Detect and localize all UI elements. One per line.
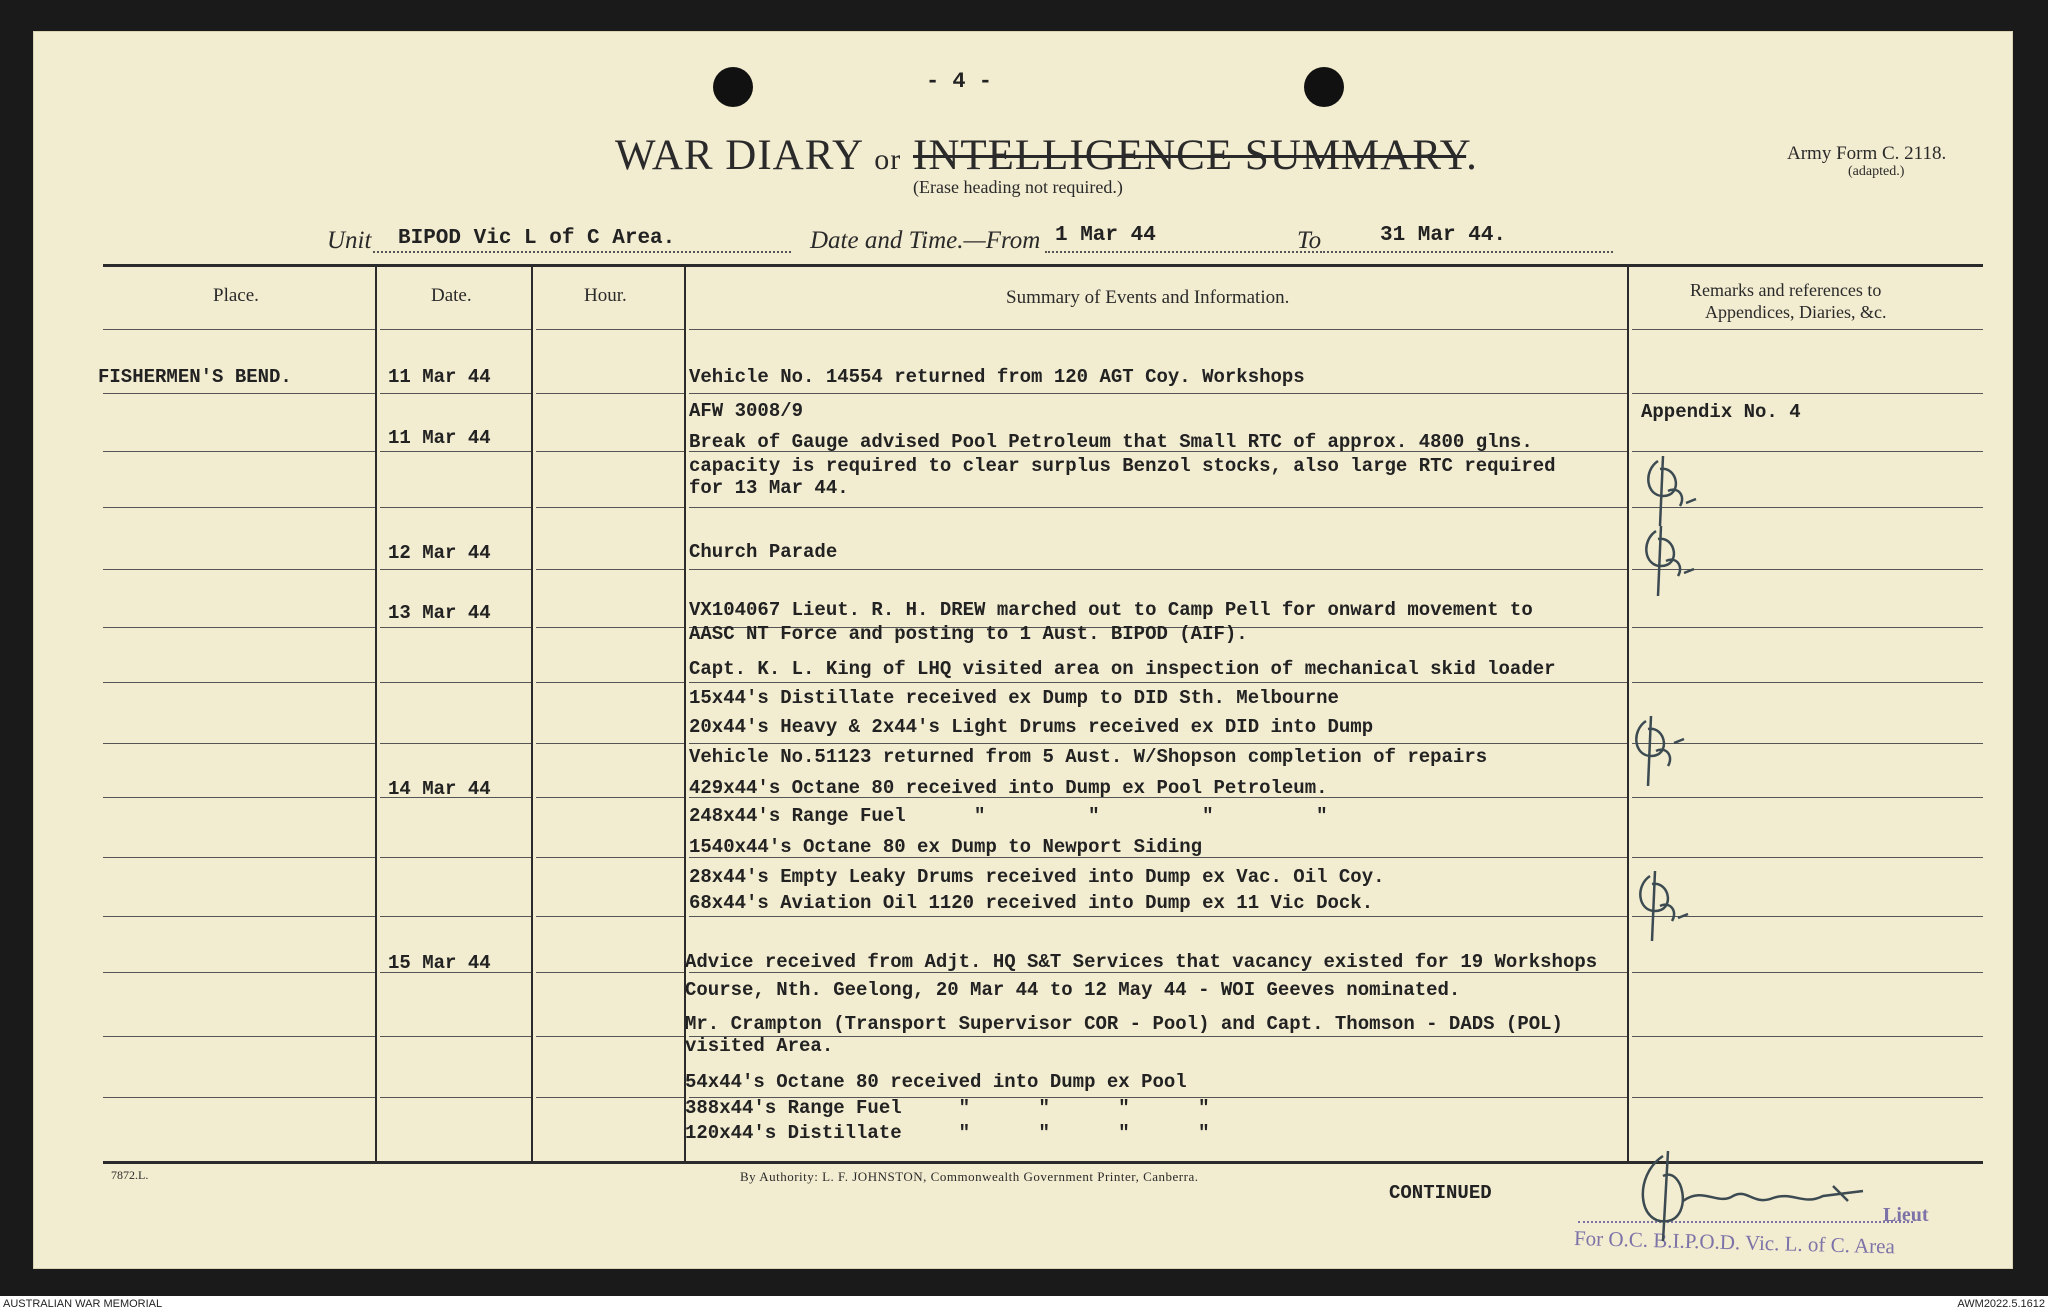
place-cell: FISHERMEN'S BEND. (98, 366, 292, 388)
row-rule (103, 916, 375, 917)
summary-line: 15x44's Distillate received ex Dump to DID Sth. Melbourne (689, 687, 1339, 709)
authority-line: By Authority: L. F. JOHNSTON, Commonwealth Government Printer, Canberra. (740, 1169, 1199, 1184)
summary-line: Advice received from Adjt. HQ S&T Services that vacancy existed for 19 Workshops (685, 951, 1598, 973)
row-rule (103, 857, 375, 858)
row-rule (103, 682, 375, 683)
row-rule (536, 916, 684, 917)
row-rule (103, 972, 375, 973)
to-label: To (1297, 227, 1322, 254)
form-note: (adapted.) (1848, 164, 1905, 179)
summary-line: Course, Nth. Geelong, 20 Mar 44 to 12 May 44 - WOI Geeves nominated. (685, 979, 1461, 1001)
column-header-place: Place. (213, 285, 259, 306)
row-rule (103, 329, 375, 330)
row-rule (380, 507, 531, 508)
summary-line: 68x44's Aviation Oil 1120 received into Dump ex 11 Vic Dock. (689, 892, 1374, 914)
row-rule (103, 743, 375, 744)
summary-line: Break of Gauge advised Pool Petroleum that Small RTC of approx. 4800 glns. (689, 431, 1533, 453)
date-cell: 13 Mar 44 (388, 602, 491, 624)
from-dotted-line (1045, 251, 1325, 253)
to-value: 31 Mar 44. (1380, 224, 1507, 247)
column-header-remarks-1: Remarks and references to (1690, 280, 1882, 300)
row-rule (380, 569, 531, 570)
from-value: 1 Mar 44 (1055, 224, 1156, 247)
stamp-rank: Lieut (1883, 1204, 1929, 1226)
title-or: or (874, 143, 902, 176)
row-rule (380, 329, 531, 330)
diary-sheet (33, 31, 2013, 1269)
summary-line: AFW 3008/9 (689, 400, 804, 422)
appendix-reference: Appendix No. 4 (1641, 401, 1801, 423)
summary-line: VX104067 Lieut. R. H. DREW marched out to Camp Pell for onward movement to (689, 599, 1533, 621)
title-period: . (1466, 132, 1478, 179)
row-rule (536, 393, 684, 394)
summary-line: 429x44's Octane 80 received into Dump ex Pool Petroleum. (689, 777, 1328, 799)
row-rule (103, 569, 375, 570)
date-cell: 12 Mar 44 (388, 542, 491, 564)
continued-label: CONTINUED (1389, 1182, 1492, 1204)
row-rule (1632, 972, 1983, 973)
row-rule (689, 743, 1627, 744)
summary-line: Vehicle No. 14554 returned from 120 AGT Coy. Workshops (689, 366, 1305, 388)
row-rule (689, 507, 1627, 508)
form-title (615, 131, 1478, 180)
title-struck: INTELLIGENCE SUMMARY (913, 132, 1467, 179)
summary-line: 1540x44's Octane 80 ex Dump to Newport Siding (689, 836, 1203, 858)
page-number: - 4 - (926, 69, 993, 94)
row-rule (103, 1097, 375, 1098)
row-rule (380, 682, 531, 683)
row-rule (380, 1097, 531, 1098)
row-rule (103, 393, 375, 394)
date-cell: 14 Mar 44 (388, 778, 491, 800)
summary-line: Vehicle No.51123 returned from 5 Aust. W/Shopson completion of repairs (689, 746, 1488, 768)
column-header-remarks-2: Appendices, Diaries, &c. (1705, 302, 1887, 322)
date-cell: 11 Mar 44 (388, 366, 491, 388)
row-rule (536, 451, 684, 452)
row-rule (689, 329, 1627, 330)
summary-line: 28x44's Empty Leaky Drums received into Dump ex Vac. Oil Coy. (689, 866, 1385, 888)
summary-line: capacity is required to clear surplus Benzol stocks, also large RTC required (689, 455, 1556, 477)
row-rule (1632, 627, 1983, 628)
row-rule (536, 507, 684, 508)
unit-dotted-line (373, 251, 791, 253)
row-rule (536, 1036, 684, 1037)
row-rule (1632, 797, 1983, 798)
row-rule (103, 797, 375, 798)
archive-right: AWM2022.5.1612 (1957, 1298, 2045, 1310)
initials-signature-icon (1638, 451, 1708, 531)
date-cell: 15 Mar 44 (388, 952, 491, 974)
row-rule (536, 857, 684, 858)
title-main: WAR DIARY (615, 132, 863, 179)
archive-left: AUSTRALIAN WAR MEMORIAL (3, 1298, 163, 1310)
row-rule (103, 1036, 375, 1037)
initials-signature-icon (1626, 711, 1696, 791)
row-rule (689, 916, 1627, 917)
punch-hole-icon (1304, 67, 1344, 107)
archive-footer (0, 1296, 2048, 1313)
column-header-hour: Hour. (584, 285, 627, 306)
summary-line: visited Area. (685, 1035, 834, 1057)
form-name: Army Form C. 2118. (1787, 143, 1947, 164)
summary-line: Capt. K. L. King of LHQ visited area on inspection of mechanical skid loader (689, 658, 1556, 680)
row-rule (380, 1036, 531, 1037)
row-rule (536, 743, 684, 744)
summary-line: AASC NT Force and posting to 1 Aust. BIPOD (AIF). (689, 623, 1248, 645)
row-rule (1632, 329, 1983, 330)
summary-line: 20x44's Heavy & 2x44's Light Drums received ex DID into Dump (689, 716, 1374, 738)
summary-line: Church Parade (689, 541, 838, 563)
summary-line: 54x44's Octane 80 received into Dump ex Pool (685, 1071, 1187, 1093)
column-header-date: Date. (431, 285, 472, 306)
row-rule (103, 627, 375, 628)
row-rule (1632, 1097, 1983, 1098)
row-rule (536, 627, 684, 628)
column-header-summary: Summary of Events and Information. (1006, 287, 1290, 308)
row-rule (1632, 393, 1983, 394)
row-rule (103, 507, 375, 508)
row-rule (380, 743, 531, 744)
stamp-line: For O.C. B.I.P.O.D. Vic. L. of C. Area (1573, 1226, 1896, 1259)
row-rule (536, 1097, 684, 1098)
row-rule (380, 916, 531, 917)
divider-date-hour (531, 267, 533, 1161)
erase-note: (Erase heading not required.) (913, 177, 1123, 197)
row-rule (536, 569, 684, 570)
unit-label: Unit (327, 227, 372, 254)
form-code: 7872.L. (111, 1168, 149, 1182)
initials-signature-icon (1630, 866, 1700, 946)
row-rule (536, 972, 684, 973)
date-label: Date and Time.—From (810, 227, 1041, 254)
row-rule (103, 451, 375, 452)
summary-line: 120x44's Distillate " " " " (685, 1122, 1210, 1144)
summary-line: 388x44's Range Fuel " " " " (685, 1097, 1210, 1119)
row-rule (1632, 1036, 1983, 1037)
row-rule (380, 627, 531, 628)
row-rule (536, 329, 684, 330)
initials-signature-icon (1636, 521, 1706, 601)
summary-line: 248x44's Range Fuel " " " " (689, 805, 1328, 827)
row-rule (536, 682, 684, 683)
row-rule (689, 569, 1627, 570)
row-rule (380, 393, 531, 394)
punch-hole-icon (713, 67, 753, 107)
row-rule (689, 393, 1627, 394)
date-cell: 11 Mar 44 (388, 427, 491, 449)
table-top-rule (103, 264, 1983, 267)
row-rule (1632, 682, 1983, 683)
unit-value: BIPOD Vic L of C Area. (398, 227, 676, 250)
row-rule (1632, 857, 1983, 858)
row-rule (380, 857, 531, 858)
summary-line: for 13 Mar 44. (689, 477, 849, 499)
divider-place-date (375, 267, 377, 1161)
row-rule (689, 682, 1627, 683)
row-rule (380, 451, 531, 452)
to-dotted-line (1323, 251, 1613, 253)
summary-line: Mr. Crampton (Transport Supervisor COR - Pool) and Capt. Thomson - DADS (POL) (685, 1013, 1563, 1035)
row-rule (536, 797, 684, 798)
